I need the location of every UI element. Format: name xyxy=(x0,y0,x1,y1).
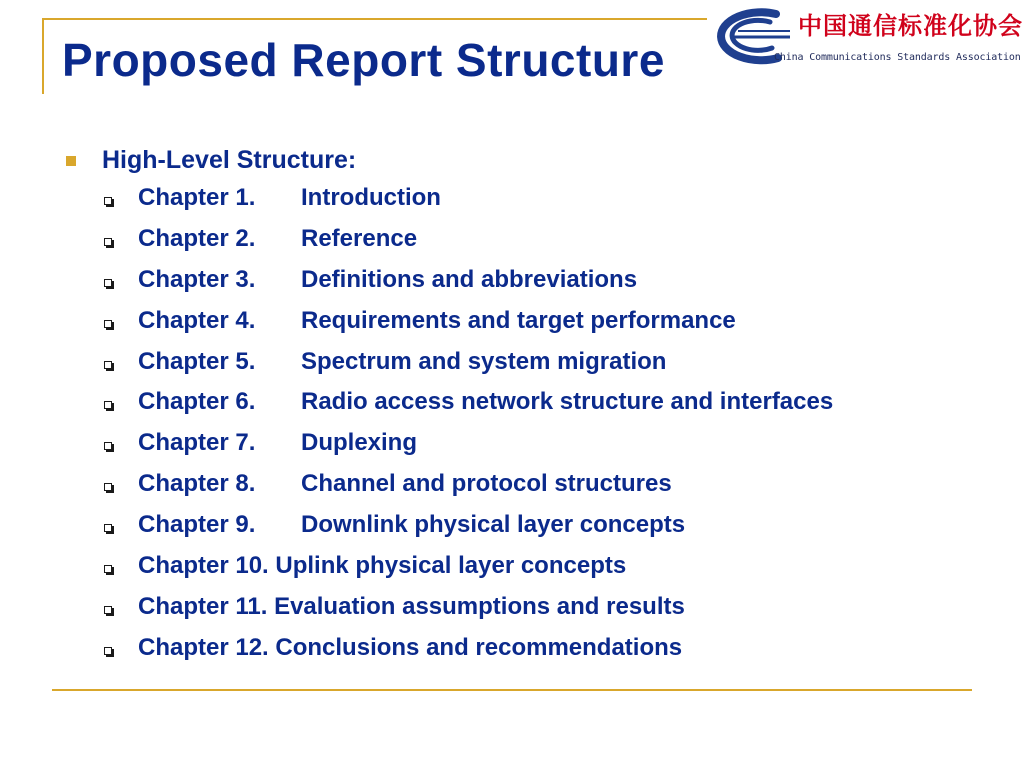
footer-rule xyxy=(52,689,972,691)
chapter-item xyxy=(62,382,833,423)
frame-top-rule xyxy=(42,18,707,20)
hollow-square-bullet-icon xyxy=(104,565,112,573)
chapter-title: Duplexing xyxy=(301,429,418,457)
chapter-title: Radio access network structure and interfaces xyxy=(301,388,834,416)
chapter-title: Channel and protocol structures xyxy=(301,470,672,498)
hollow-square-bullet-icon xyxy=(104,320,112,328)
outline xyxy=(62,142,833,669)
hollow-square-bullet-icon xyxy=(104,361,112,369)
hollow-square-bullet-icon xyxy=(104,238,112,246)
hollow-square-bullet-icon xyxy=(104,442,112,450)
chapter-number: Chapter 1. xyxy=(138,184,256,211)
hollow-square-bullet-icon xyxy=(104,279,112,287)
chapter-item xyxy=(62,342,833,383)
hollow-square-bullet-icon xyxy=(104,483,112,491)
chapter-number: Chapter 11. xyxy=(138,592,268,620)
ccsa-logo xyxy=(694,4,1024,74)
hollow-square-bullet-icon xyxy=(104,647,112,655)
chapter-item xyxy=(62,628,833,669)
chapter-title: Reference xyxy=(301,224,418,252)
chapter-title: Evaluation assumptions and results xyxy=(274,592,685,620)
frame-left-rule xyxy=(42,18,44,94)
chapter-list xyxy=(62,178,833,669)
chapter-item xyxy=(62,178,833,219)
chapter-number: Chapter 6. xyxy=(138,388,256,416)
chapter-item xyxy=(62,505,833,546)
chapter-title: Spectrum and system migration xyxy=(301,347,667,375)
hollow-square-bullet-icon xyxy=(104,401,112,409)
hollow-square-bullet-icon xyxy=(104,524,112,532)
chapter-number: Chapter 7. xyxy=(138,429,256,457)
chapter-item xyxy=(62,423,833,464)
chapter-title: Definitions and abbreviations xyxy=(301,265,638,293)
chapter-title: Conclusions and recommendations xyxy=(275,633,683,661)
chapter-item xyxy=(62,301,833,342)
slide-title: Proposed Report Structure xyxy=(62,34,665,86)
chapter-item xyxy=(62,587,833,628)
chapter-item xyxy=(62,546,833,587)
chapter-number: Chapter 10. xyxy=(138,552,269,580)
chapter-item xyxy=(62,260,833,301)
logo-name-english: China Communications Standards Association xyxy=(774,52,1021,63)
chapter-number: Chapter 2. xyxy=(138,224,256,252)
outline-heading: High-Level Structure: xyxy=(102,146,357,174)
chapter-number: Chapter 3. xyxy=(138,265,256,293)
chapter-number: Chapter 4. xyxy=(138,306,256,334)
chapter-title: Introduction xyxy=(301,184,441,211)
chapter-number: Chapter 5. xyxy=(138,347,256,375)
chapter-title: Uplink physical layer concepts xyxy=(275,552,627,580)
chapter-title: Requirements and target performance xyxy=(301,306,736,334)
outline-heading-item xyxy=(62,142,833,178)
chapter-number: Chapter 8. xyxy=(138,470,256,498)
chapter-title: Downlink physical layer concepts xyxy=(301,511,686,539)
chapter-item xyxy=(62,219,833,260)
hollow-square-bullet-icon xyxy=(104,606,112,614)
chapter-number: Chapter 12. xyxy=(138,633,269,661)
hollow-square-bullet-icon xyxy=(104,197,112,205)
chapter-number: Chapter 9. xyxy=(138,511,256,539)
square-bullet-icon xyxy=(66,156,76,166)
logo-name-chinese: 中国通信标准化协会 xyxy=(798,12,1023,40)
chapter-item xyxy=(62,464,833,505)
